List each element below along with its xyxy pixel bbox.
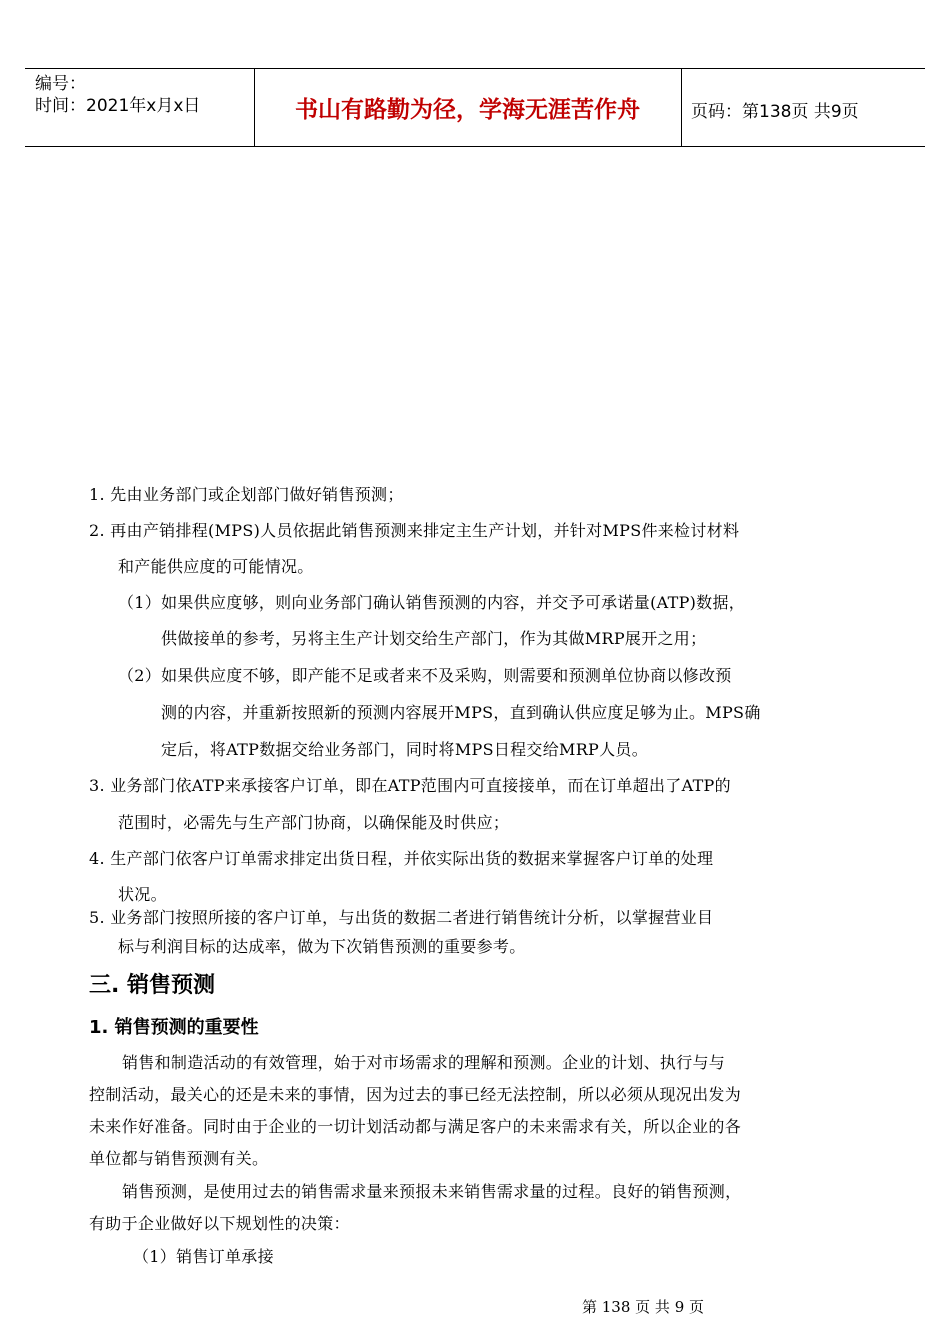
list-item-4-cont: 状况。 <box>118 885 167 904</box>
section-title: 三. 销售预测 <box>89 973 216 998</box>
doc-number-label: 编号： <box>35 74 86 94</box>
paragraph-line: 控制活动，最关心的还是未来的事情，因为过去的事已经无法控制，所以必须从现况出发为 <box>89 1085 742 1104</box>
paragraph-line: 有助于企业做好以下规划性的决策： <box>89 1214 350 1233</box>
sub-item-2: （2）如果供应度不够，即产能不足或者来不及采购，则需要和预测单位协商以修改预 <box>118 666 732 685</box>
subsection-title: 1. 销售预测的重要性 <box>89 1017 259 1038</box>
header-meta <box>35 73 200 117</box>
sub-item-2-cont: 定后，将ATP数据交给业务部门，同时将MPS日程交给MRP人员。 <box>161 740 649 759</box>
sub-item-1: （1）如果供应度够，则向业务部门确认销售预测的内容，并交予可承诺量(ATP)数据， <box>118 593 746 612</box>
list-item-3-cont: 范围时，必需先与生产部门协商，以确保能及时供应； <box>118 813 510 832</box>
header-table <box>25 68 925 147</box>
list-item-3: 3. 业务部门依ATP来承接客户订单，即在ATP范围内可直接接单，而在订单超出了ATP的 <box>89 776 731 795</box>
sub-item-2-cont: 测的内容，并重新按照新的预测内容展开MPS，直到确认供应度足够为止。MPS确 <box>161 703 761 722</box>
header-divider <box>681 69 682 146</box>
header-page-info: 页码：第138页 共9页 <box>691 102 859 122</box>
list-item-2: 2. 再由产销排程(MPS)人员依据此销售预测来排定主生产计划，并针对MPS件来检讨材料 <box>89 521 740 540</box>
page-footer: 第 138 页 共 9 页 <box>582 1298 705 1316</box>
paragraph-line: 未来作好准备。同时由于企业的一切计划活动都与满足客户的未来需求有关，所以企业的各 <box>89 1117 742 1136</box>
list-item-5: 5. 业务部门按照所接的客户订单，与出货的数据二者进行销售统计分析，以掌握营业目 <box>89 908 714 927</box>
paragraph-line: （1）销售订单承接 <box>133 1247 274 1266</box>
list-item-4: 4. 生产部门依客户订单需求排定出货日程，并依实际出货的数据来掌握客户订单的处理 <box>89 849 714 868</box>
list-item-5-cont: 标与利润目标的达成率，做为下次销售预测的重要参考。 <box>118 937 526 956</box>
header-motto: 书山有路勤为径，学海无涯苦作舟 <box>295 97 640 123</box>
paragraph-line: 单位都与销售预测有关。 <box>89 1149 269 1168</box>
doc-time-label: 时间：2021年x月x日 <box>35 96 201 116</box>
paragraph-line: 销售预测，是使用过去的销售需求量来预报未来销售需求量的过程。良好的销售预测， <box>122 1182 742 1201</box>
sub-item-1-cont: 供做接单的参考，另将主生产计划交给生产部门，作为其做MRP展开之用； <box>161 629 707 648</box>
list-item-2-cont: 和产能供应度的可能情况。 <box>118 557 314 576</box>
list-item-1: 1. 先由业务部门或企划部门做好销售预测； <box>89 485 404 504</box>
paragraph-line: 销售和制造活动的有效管理，始于对市场需求的理解和预测。企业的计划、执行与与 <box>122 1053 726 1072</box>
